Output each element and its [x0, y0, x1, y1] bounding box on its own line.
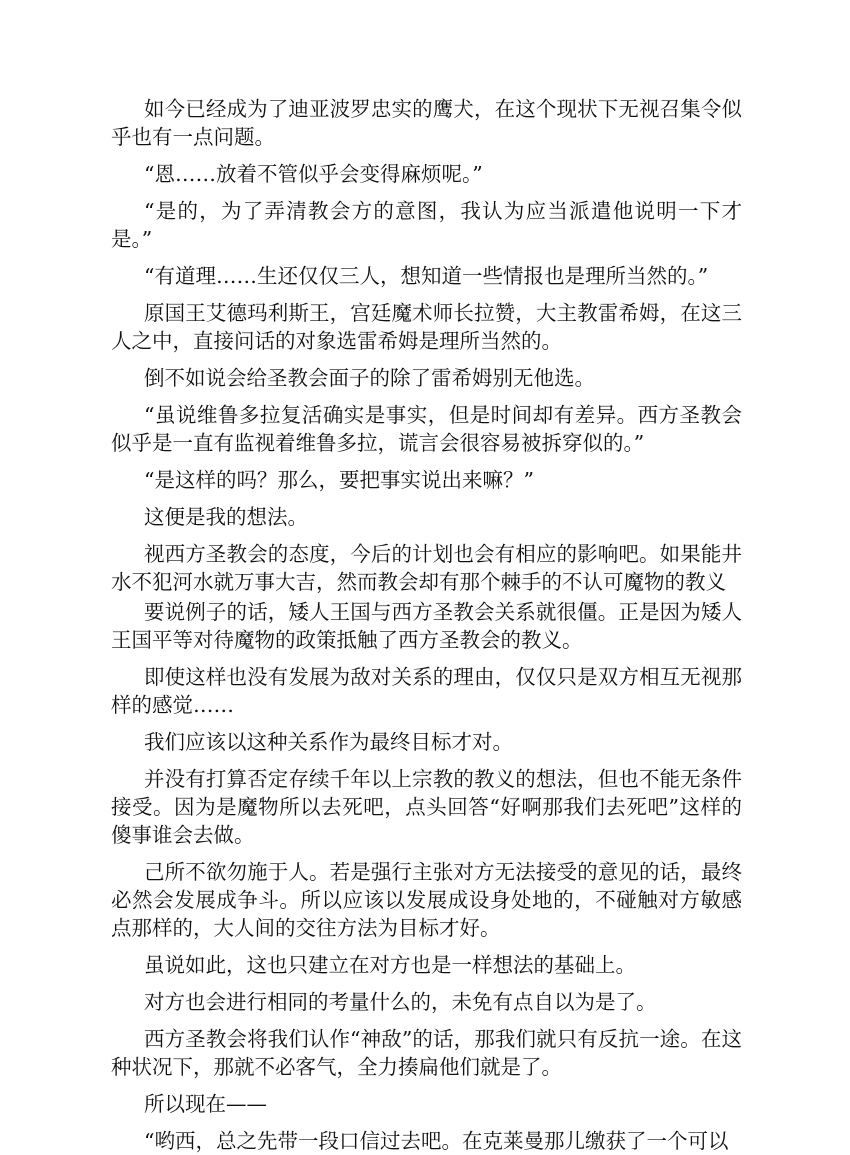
- paragraph: “有道理……生还仅仅三人，想知道一些情报也是理所当然的。”: [144, 264, 709, 288]
- paragraph: 视西方圣教会的态度，今后的计划也会有相应的影响吧。如果能井水不犯河水就万事大吉，然而教会却有那个棘手的不认可魔物的教义: [111, 542, 742, 594]
- paragraph: 我们应该以这种关系作为最终目标才对。: [144, 730, 513, 754]
- paragraph: “是这样的吗？那么，要把事实说出来嘛？”: [144, 468, 534, 492]
- paragraph: “哟西，总之先带一段口信过去吧。在克莱曼那儿缴获了一个可以: [144, 1129, 729, 1153]
- paragraph: 对方也会进行相同的考量什么的，未免有点自以为是了。: [144, 990, 657, 1014]
- paragraph: “是的，为了弄清教会方的意图，我认为应当派遣他说明一下才是。”: [111, 199, 742, 251]
- paragraph: 这便是我的想法。: [144, 505, 308, 529]
- paragraph: 己所不欲勿施于人。若是强行主张对方无法接受的意见的话，最终必然会发展成争斗。所以应该以发展成设身处地的，不碰触对方敏感点那样的，大人间的交往方法为目标才好。: [111, 860, 742, 940]
- paragraph: 即使这样也没有发展为敌对关系的理由，仅仅只是双方相互无视那样的感觉……: [111, 665, 742, 717]
- paragraph: 所以现在——: [144, 1092, 267, 1116]
- paragraph: “虽说维鲁多拉复活确实是事实，但是时间却有差异。西方圣教会似乎是一直有监视着维鲁多拉，谎言会很容易被拆穿似的。”: [111, 403, 742, 455]
- paragraph: 并没有打算否定存续千年以上宗教的教义的想法，但也不能无条件接受。因为是魔物所以去死吧，点头回答“好啊那我们去死吧”这样的傻事谁会去做。: [111, 767, 742, 847]
- paragraph: “恩……放着不管似乎会变得麻烦呢。”: [144, 162, 483, 186]
- paragraph: 原国王艾德玛利斯王，宫廷魔术师长拉赞，大主教雷希姆，在这三人之中，直接问话的对象选雷希姆是理所当然的。: [111, 301, 742, 353]
- paragraph: 西方圣教会将我们认作“神敌”的话，那我们就只有反抗一途。在这种状况下，那就不必客气，全力揍扁他们就是了。: [111, 1027, 742, 1079]
- paragraph: 虽说如此，这也只建立在对方也是一样想法的基础上。: [144, 953, 636, 977]
- paragraph: 倒不如说会给圣教会面子的除了雷希姆别无他选。: [144, 366, 595, 390]
- paragraph: 要说例子的话，矮人王国与西方圣教会关系就很僵。正是因为矮人王国平等对待魔物的政策抵触了西方圣教会的教义。: [111, 600, 742, 652]
- paragraph: 如今已经成为了迪亚波罗忠实的鹰犬，在这个现状下无视召集令似乎也有一点问题。: [111, 97, 742, 149]
